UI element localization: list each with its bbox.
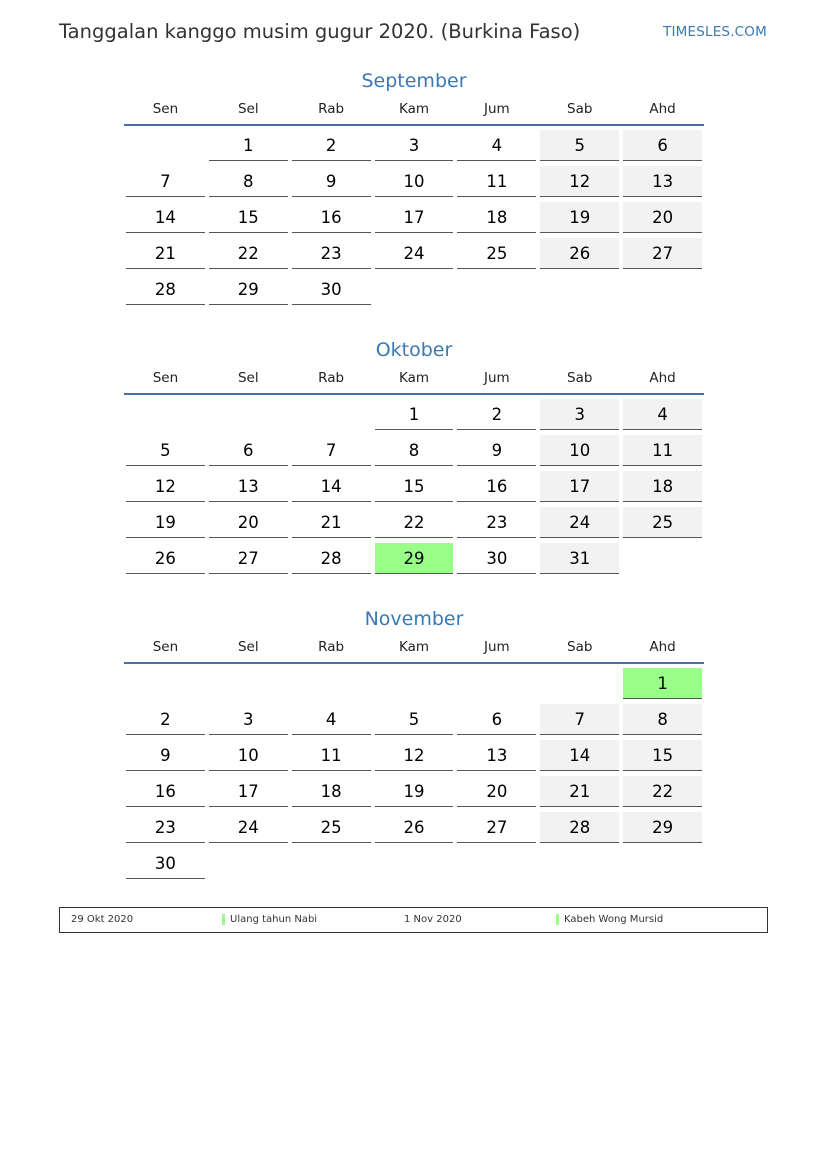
- day-cell: 12: [126, 471, 205, 502]
- week-row: [124, 202, 704, 238]
- day-cell: 8: [209, 166, 288, 197]
- day-cell: 27: [623, 238, 702, 269]
- day-cell: 21: [540, 776, 619, 807]
- month-name: November: [364, 608, 464, 630]
- day-cell: 26: [126, 543, 205, 574]
- holiday-marker-icon: [222, 914, 225, 925]
- weekday-label: Sab: [567, 639, 593, 655]
- empty-cell: [375, 848, 454, 879]
- month-oktober: [124, 339, 704, 579]
- empty-cell: [540, 668, 619, 699]
- week-row: [124, 435, 704, 471]
- week-row: [124, 238, 704, 274]
- day-cell: 21: [292, 507, 371, 538]
- day-cell: 3: [540, 399, 619, 430]
- week-row: [124, 507, 704, 543]
- day-cell: 1: [375, 399, 454, 430]
- day-cell: 13: [457, 740, 536, 771]
- day-cell: 22: [375, 507, 454, 538]
- day-cell: 8: [623, 704, 702, 735]
- day-cell: 31: [540, 543, 619, 574]
- day-cell: 30: [126, 848, 205, 879]
- weekday-header: [124, 100, 704, 126]
- empty-cell: [457, 274, 536, 305]
- day-cell: 22: [623, 776, 702, 807]
- empty-cell: [623, 848, 702, 879]
- weekday-label: Ahd: [649, 370, 676, 386]
- day-cell: 23: [457, 507, 536, 538]
- weekday-label: Rab: [318, 370, 345, 386]
- day-cell: 9: [292, 166, 371, 197]
- day-cell: 27: [457, 812, 536, 843]
- day-cell: 20: [623, 202, 702, 233]
- weekday-label: Kam: [398, 370, 430, 386]
- empty-cell: [126, 668, 205, 699]
- week-row: [124, 130, 704, 166]
- day-cell: 10: [375, 166, 454, 197]
- day-cell: 24: [209, 812, 288, 843]
- day-cell: 17: [540, 471, 619, 502]
- legend-date: 1 Nov 2020: [404, 914, 462, 925]
- day-cell: 6: [457, 704, 536, 735]
- day-cell: 1: [623, 668, 702, 699]
- day-cell: 16: [292, 202, 371, 233]
- weekday-label: Sen: [152, 370, 179, 386]
- week-row: [124, 740, 704, 776]
- day-cell: 5: [540, 130, 619, 161]
- day-cell: 29: [623, 812, 702, 843]
- day-cell: 28: [540, 812, 619, 843]
- day-cell: 8: [375, 435, 454, 466]
- month-november: [124, 608, 704, 884]
- weekday-label: Rab: [318, 639, 345, 655]
- weekday-header: [124, 638, 704, 664]
- day-cell: 27: [209, 543, 288, 574]
- empty-cell: [292, 399, 371, 430]
- day-cell: 18: [457, 202, 536, 233]
- day-cell: 23: [292, 238, 371, 269]
- holiday-legend: [59, 907, 768, 933]
- weekday-label: Sen: [152, 101, 179, 117]
- weekday-label: Jum: [484, 370, 510, 386]
- day-cell: 7: [126, 166, 205, 197]
- weekday-label: Kam: [398, 101, 430, 117]
- day-cell: 11: [623, 435, 702, 466]
- day-cell: 28: [126, 274, 205, 305]
- weekday-label: Sen: [152, 639, 179, 655]
- week-row: [124, 543, 704, 579]
- day-cell: 15: [375, 471, 454, 502]
- week-row: [124, 668, 704, 704]
- weekday-label: Rab: [318, 101, 345, 117]
- day-cell: 24: [540, 507, 619, 538]
- empty-cell: [540, 274, 619, 305]
- site-link[interactable]: TIMESLES.COM: [663, 24, 767, 40]
- day-cell: 9: [126, 740, 205, 771]
- empty-cell: [623, 543, 702, 574]
- day-cell: 30: [457, 543, 536, 574]
- holiday-marker-icon: [556, 914, 559, 925]
- day-cell: 23: [126, 812, 205, 843]
- day-cell: 12: [540, 166, 619, 197]
- day-cell: 22: [209, 238, 288, 269]
- day-cell: 10: [209, 740, 288, 771]
- day-cell: 3: [209, 704, 288, 735]
- day-cell: 19: [540, 202, 619, 233]
- empty-cell: [623, 274, 702, 305]
- page-title: Tanggalan kanggo musim gugur 2020. (Burkina Faso): [59, 20, 581, 43]
- day-cell: 14: [292, 471, 371, 502]
- legend-date: 29 Okt 2020: [71, 914, 134, 925]
- week-row: [124, 848, 704, 884]
- day-cell: 4: [623, 399, 702, 430]
- day-cell: 18: [623, 471, 702, 502]
- week-row: [124, 812, 704, 848]
- day-cell: 30: [292, 274, 371, 305]
- empty-cell: [457, 848, 536, 879]
- week-row: [124, 274, 704, 310]
- empty-cell: [292, 848, 371, 879]
- month-name: September: [361, 70, 467, 92]
- weekday-label: Sab: [567, 101, 593, 117]
- week-row: [124, 704, 704, 740]
- day-cell: 18: [292, 776, 371, 807]
- week-row: [124, 399, 704, 435]
- month-name: Oktober: [375, 339, 453, 361]
- day-cell: 1: [209, 130, 288, 161]
- legend-holiday-name: Kabeh Wong Mursid: [564, 914, 664, 925]
- day-cell: 5: [375, 704, 454, 735]
- day-cell: 13: [209, 471, 288, 502]
- day-cell: 26: [540, 238, 619, 269]
- day-cell: 17: [209, 776, 288, 807]
- day-cell: 9: [457, 435, 536, 466]
- empty-cell: [457, 668, 536, 699]
- weekday-header: [124, 369, 704, 395]
- day-cell: 4: [457, 130, 536, 161]
- day-cell: 26: [375, 812, 454, 843]
- day-cell: 17: [375, 202, 454, 233]
- weekday-label: Ahd: [649, 101, 676, 117]
- day-cell: 29: [209, 274, 288, 305]
- day-cell: 15: [209, 202, 288, 233]
- day-cell: 7: [540, 704, 619, 735]
- day-cell: 16: [126, 776, 205, 807]
- day-cell: 11: [292, 740, 371, 771]
- day-cell: 25: [292, 812, 371, 843]
- empty-cell: [209, 668, 288, 699]
- weekday-label: Sel: [237, 639, 259, 655]
- empty-cell: [126, 130, 205, 161]
- day-cell: 28: [292, 543, 371, 574]
- day-cell: 2: [126, 704, 205, 735]
- day-cell: 3: [375, 130, 454, 161]
- week-row: [124, 166, 704, 202]
- day-cell: 10: [540, 435, 619, 466]
- day-cell: 14: [126, 202, 205, 233]
- day-cell: 2: [457, 399, 536, 430]
- day-cell: 25: [457, 238, 536, 269]
- empty-cell: [375, 274, 454, 305]
- weekday-label: Sel: [237, 370, 259, 386]
- week-row: [124, 776, 704, 812]
- day-cell: 15: [623, 740, 702, 771]
- day-cell: 24: [375, 238, 454, 269]
- weekday-label: Kam: [398, 639, 430, 655]
- day-cell: 2: [292, 130, 371, 161]
- weekday-label: Ahd: [649, 639, 676, 655]
- weekday-label: Jum: [484, 101, 510, 117]
- day-cell: 11: [457, 166, 536, 197]
- empty-cell: [209, 399, 288, 430]
- empty-cell: [209, 848, 288, 879]
- day-cell: 14: [540, 740, 619, 771]
- empty-cell: [292, 668, 371, 699]
- day-cell: 21: [126, 238, 205, 269]
- day-cell: 6: [623, 130, 702, 161]
- day-cell: 5: [126, 435, 205, 466]
- day-cell: 13: [623, 166, 702, 197]
- day-cell: 7: [292, 435, 371, 466]
- legend-holiday-name: Ulang tahun Nabi: [230, 914, 318, 925]
- day-cell: 12: [375, 740, 454, 771]
- day-cell: 16: [457, 471, 536, 502]
- month-september: [124, 70, 704, 310]
- weekday-label: Sel: [237, 101, 259, 117]
- day-cell: 6: [209, 435, 288, 466]
- weekday-label: Sab: [567, 370, 593, 386]
- day-cell: 19: [375, 776, 454, 807]
- weekday-label: Jum: [484, 639, 510, 655]
- week-row: [124, 471, 704, 507]
- empty-cell: [126, 399, 205, 430]
- empty-cell: [540, 848, 619, 879]
- day-cell: 19: [126, 507, 205, 538]
- empty-cell: [375, 668, 454, 699]
- day-cell: 20: [457, 776, 536, 807]
- day-cell: 25: [623, 507, 702, 538]
- day-cell: 4: [292, 704, 371, 735]
- day-cell: 29: [375, 543, 454, 574]
- day-cell: 20: [209, 507, 288, 538]
